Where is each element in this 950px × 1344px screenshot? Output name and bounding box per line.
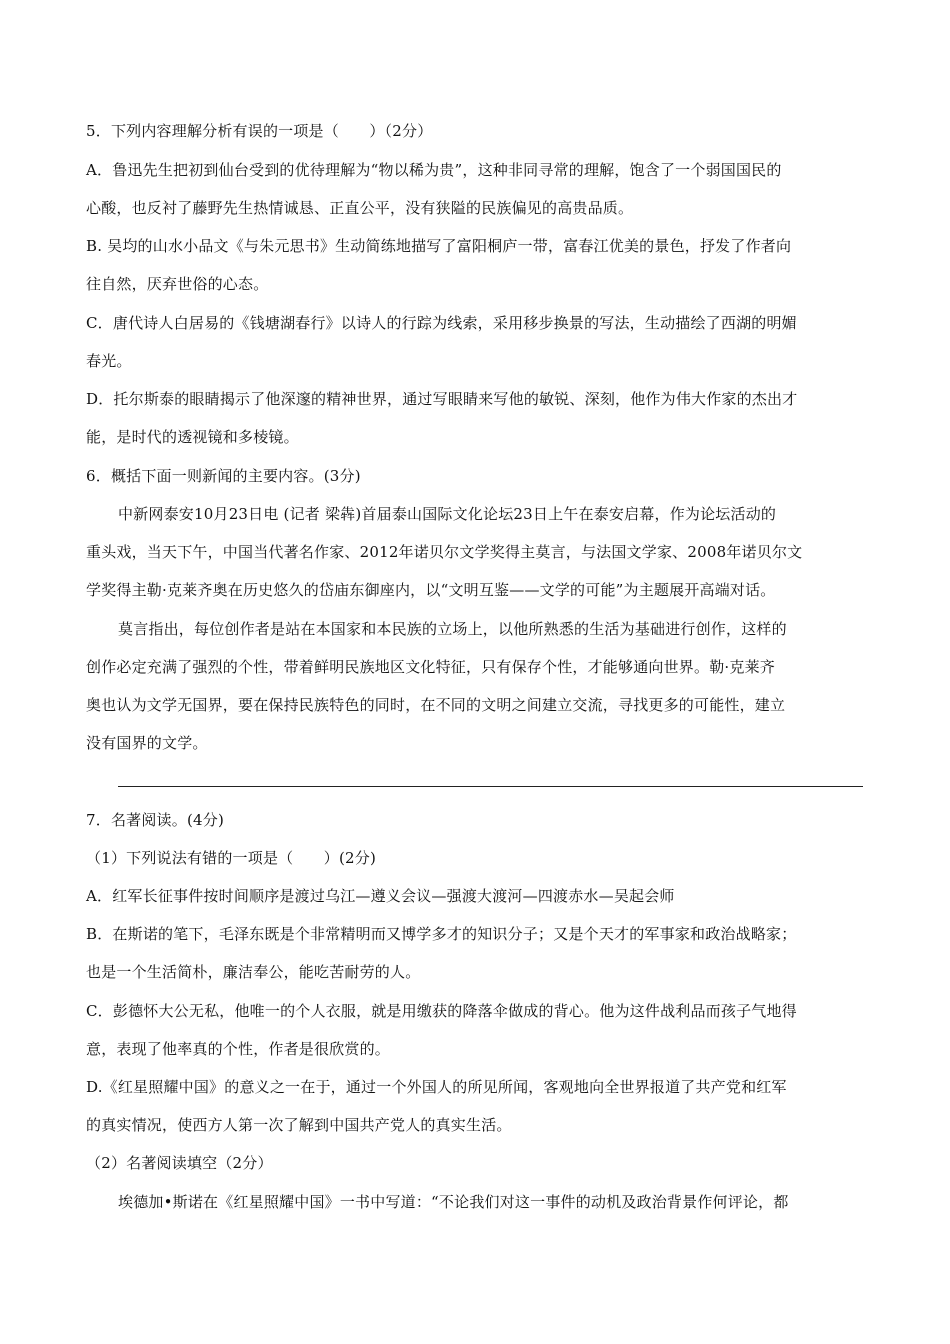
- news-paragraph-1-line2: 重头戏，当天下午，中国当代著名作家、2012年诺贝尔文学奖得主莫言，与法国文学家、2008年诺贝尔文: [86, 543, 803, 561]
- question-7-sub-1: （1）下列说法有错的一项是（ ）(2分): [86, 849, 376, 867]
- answer-line[interactable]: [118, 786, 863, 787]
- question-5-option-d-line2: 能，是时代的透视镜和多棱镜。: [86, 428, 299, 446]
- question-5-option-a-line1: A．鲁迅先生把初到仙台受到的优待理解为“物以稀为贵”，这种非同寻常的理解，饱含了一个弱国国民的: [86, 161, 782, 179]
- news-paragraph-2-line1: 莫言指出，每位创作者是站在本国家和本民族的立场上，以他所熟悉的生活为基础进行创作，这样的: [118, 620, 787, 638]
- question-7-option-c-line2: 意，表现了他率真的个性，作者是很欣赏的。: [86, 1040, 391, 1058]
- question-7-option-d-line2: 的真实情况，使西方人第一次了解到中国共产党人的真实生活。: [86, 1116, 512, 1134]
- question-7-sub-2: （2）名著阅读填空（2分）: [86, 1154, 273, 1172]
- news-paragraph-1-line1: 中新网泰安10月23日电 (记者 梁犇)首届泰山国际文化论坛23日上午在泰安启幕，作为论坛活动的: [118, 505, 777, 523]
- question-5-option-b-line2: 往自然，厌弃世俗的心态。: [86, 275, 269, 293]
- question-5-option-d-line1: D．托尔斯泰的眼睛揭示了他深邃的精神世界，通过写眼睛来写他的敏锐、深刻，他作为伟大作家的杰出才: [86, 390, 798, 408]
- question-7-option-d-line1: D.《红星照耀中国》的意义之一在于，通过一个外国人的所见所闻，客观地向全世界报道了共产党和红军: [86, 1078, 787, 1096]
- news-paragraph-2-line3: 奥也认为文学无国界，要在保持民族特色的同时，在不同的文明之间建立交流，寻找更多的可能性，建立: [86, 696, 786, 714]
- news-paragraph-2-line2: 创作必定充满了强烈的个性，带着鲜明民族地区文化特征，只有保存个性，才能够通向世界。勒·克莱齐: [86, 658, 775, 676]
- question-7-option-a: A．红军长征事件按时间顺序是渡过乌江—遵义会议—强渡大渡河—四渡赤水—吴起会师: [86, 887, 675, 905]
- question-6-stem: 6．概括下面一则新闻的主要内容。(3分): [86, 467, 361, 485]
- question-7-option-c-line1: C．彭德怀大公无私，他唯一的个人衣服，就是用缴获的降落伞做成的背心。他为这件战利品而孩子气地得: [86, 1002, 797, 1020]
- question-7-option-b-line2: 也是一个生活简朴，廉洁奉公，能吃苦耐劳的人。: [86, 963, 421, 981]
- question-7-stem: 7．名著阅读。(4分): [86, 811, 224, 829]
- question-7-option-b-line1: B．在斯诺的笔下，毛泽东既是个非常精明而又博学多才的知识分子；又是个天才的军事家和政治战略家；: [86, 925, 797, 943]
- question-5-option-c-line2: 春光。: [86, 352, 132, 370]
- question-5-option-b-line1: B. 吴均的山水小品文《与朱元思书》生动简练地描写了富阳桐庐一带，富春江优美的景色，抒发了作者向: [86, 237, 792, 255]
- question-7-fill-paragraph: 埃德加•斯诺在《红星照耀中国》一书中写道：“不论我们对这一事件的动机及政治背景作何评论，都: [118, 1193, 789, 1211]
- news-paragraph-2-line4: 没有国界的文学。: [86, 734, 208, 752]
- question-5-option-a-line2: 心酸，也反衬了藤野先生热情诚恳、正直公平，没有狭隘的民族偏见的高贵品质。: [86, 199, 634, 217]
- news-paragraph-1-line3: 学奖得主勒·克莱齐奥在历史悠久的岱庙东御座内，以“文明互鉴——文学的可能”为主题展开高端对话。: [86, 581, 776, 599]
- question-5-stem: 5．下列内容理解分析有误的一项是（ ）（2分）: [86, 122, 433, 140]
- question-5-option-c-line1: C．唐代诗人白居易的《钱塘湖春行》以诗人的行踪为线索，采用移步换景的写法，生动描绘了西湖的明媚: [86, 314, 797, 332]
